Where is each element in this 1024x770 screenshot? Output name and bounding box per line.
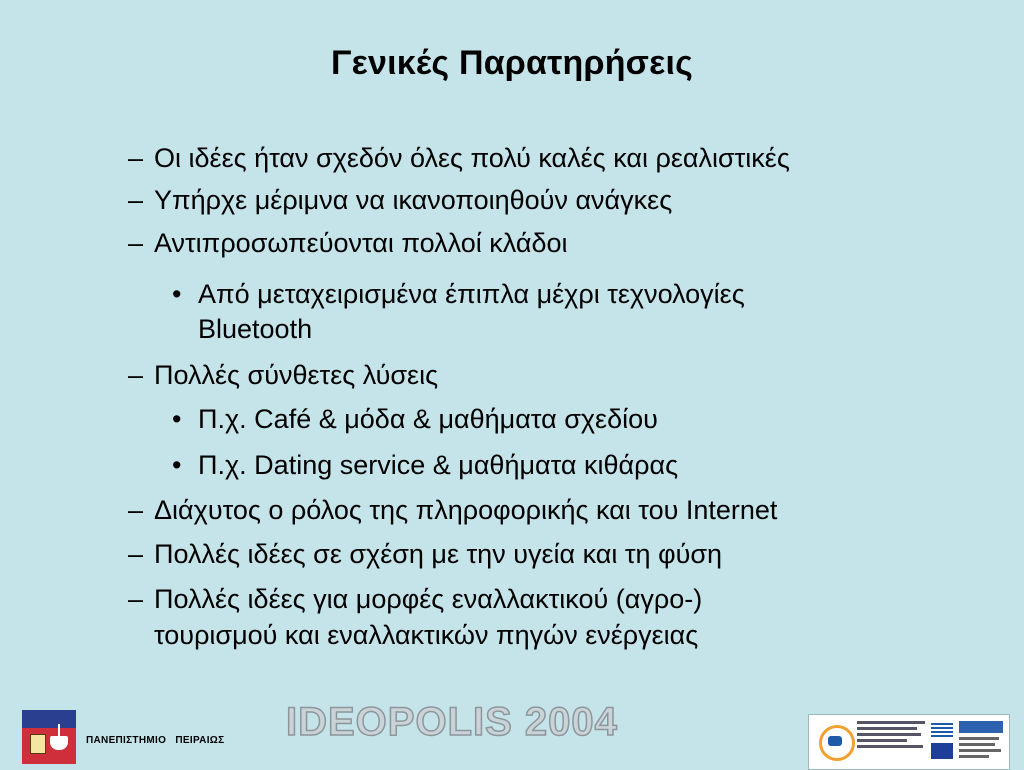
bullet-text: Πολλές ιδέες για μορφές εναλλακτικού (αγρο-) xyxy=(154,584,703,614)
slide-title: Γενικές Παρατηρήσεις xyxy=(330,44,693,82)
ideopolis-watermark: IDEOPOLIS 2004 xyxy=(286,700,618,744)
university-logo xyxy=(22,710,76,764)
sponsor-logo-box xyxy=(959,721,1003,733)
bullet-item xyxy=(128,583,702,616)
dash-marker: – xyxy=(128,185,144,215)
dash-marker: – xyxy=(128,495,144,525)
sub-bullet-item xyxy=(172,403,658,436)
sponsor-logos xyxy=(808,714,1010,770)
eu-flag-icon xyxy=(931,743,953,759)
bullet-item xyxy=(128,142,790,175)
dash-marker: – xyxy=(128,143,144,173)
sub-bullet-item xyxy=(172,278,745,311)
bullet-text: Αντιπροσωπεύονται πολλοί κλάδοι xyxy=(154,228,568,258)
bullet-text: Πολλές ιδέες σε σχέση με την υγεία και τη φύση xyxy=(154,539,723,569)
bullet-continuation xyxy=(154,619,698,652)
sub-bullet-item xyxy=(172,449,678,482)
bullet-item xyxy=(128,184,672,217)
sponsor-text-block xyxy=(857,721,927,751)
university-name: ΠΑΝΕΠΙΣΤΗΜΙΟ ΠΕΙΡΑΙΩΣ xyxy=(86,735,225,746)
bullet-item xyxy=(128,227,568,260)
dash-marker: – xyxy=(128,539,144,569)
bullet-item xyxy=(128,538,722,571)
greek-flag-icon xyxy=(931,723,953,737)
sponsor-logo-circle xyxy=(819,725,855,761)
bullet-text: Οι ιδέες ήταν σχεδόν όλες πολύ καλές και ρεαλιστικές xyxy=(154,143,790,173)
dot-marker: • xyxy=(172,450,182,480)
bullet-item xyxy=(128,494,777,527)
bullet-item xyxy=(128,359,438,392)
bullet-text: Πολλές σύνθετες λύσεις xyxy=(154,360,439,390)
sponsor-text-block xyxy=(959,737,1003,761)
bullet-text: Π.χ. Dating service & μαθήματα κιθάρας xyxy=(198,450,679,480)
dash-marker: – xyxy=(128,360,144,390)
dash-marker: – xyxy=(128,228,144,258)
bullet-text: τουρισμού και εναλλακτικών πηγών ενέργειας xyxy=(154,620,699,650)
bullet-text: Π.χ. Café & μόδα & μαθήματα σχεδίου xyxy=(198,404,658,434)
bullet-text: Bluetooth xyxy=(198,314,313,344)
bullet-text: Από μεταχειρισμένα έπιπλα μέχρι τεχνολογίες xyxy=(198,279,745,309)
dash-marker: – xyxy=(128,584,144,614)
dot-marker: • xyxy=(172,404,182,434)
bullet-text: Υπήρχε μέριμνα να ικανοποιηθούν ανάγκες xyxy=(154,185,673,215)
bullet-continuation xyxy=(198,313,312,346)
dot-marker: • xyxy=(172,279,182,309)
bullet-text: Διάχυτος ο ρόλος της πληροφορικής και του Internet xyxy=(154,495,778,525)
